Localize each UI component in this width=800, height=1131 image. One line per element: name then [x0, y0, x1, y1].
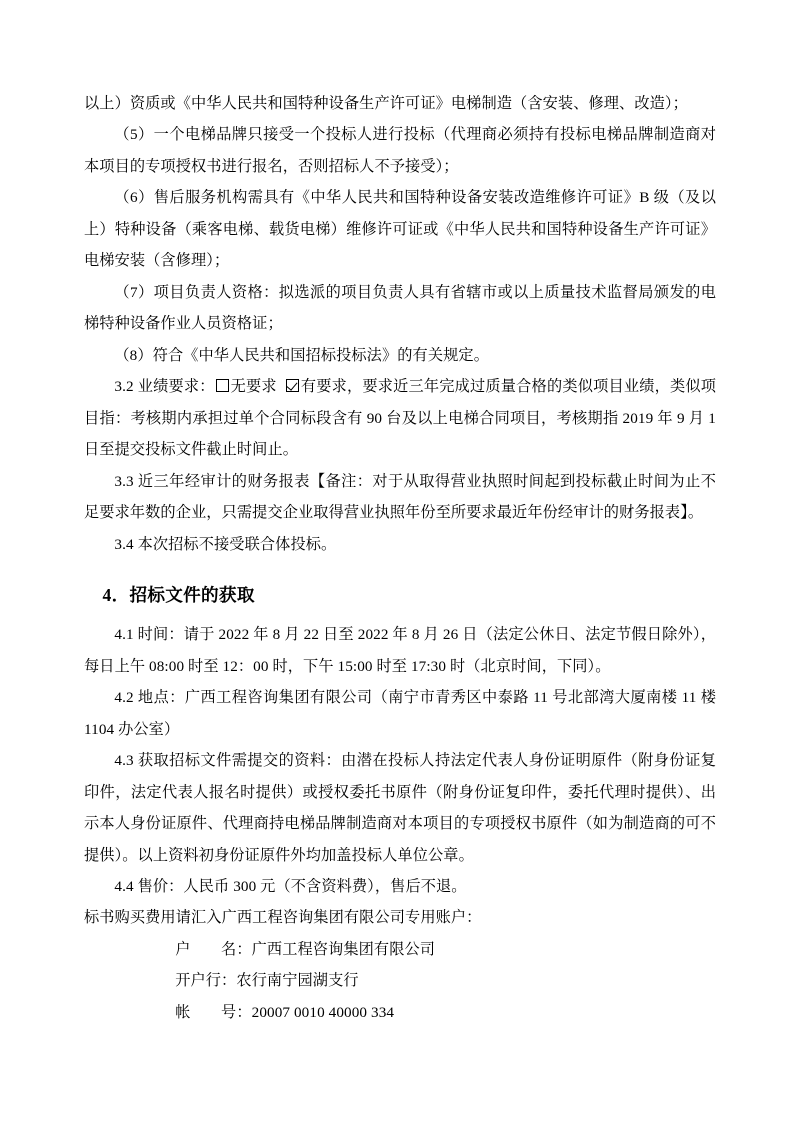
clause-3-4: 3.4 本次招标不接受联合体投标。 — [114, 535, 337, 553]
account-name-label: 户 名： — [175, 940, 252, 958]
clause-4-4-price: 4.4 售价：人民币 300 元（不含资料费），售后不退。 — [114, 877, 467, 895]
checkbox-no-requirement[interactable] — [216, 379, 229, 392]
performance-number: 3.2 — [114, 378, 134, 396]
account-number-label: 帐 号： — [175, 1003, 252, 1021]
option-none-label: 无要求 — [230, 378, 277, 396]
clause-4-3-materials: 4.3 获取招标文件需提交的资料：由潜在投标人持法定代表人身份证明原件（附身份证复印件，法定代表人报名时提供）或授权委托书原件（附身份证复印件，委托代理时提供）、出示本人身份证原件、代理商持电梯品牌制造商对本项目的专项授权书原件（如为制造商的可不提供）。以上资料初身份证原件外均加盖投标人单位公章。 — [84, 752, 716, 864]
account-number-line — [84, 997, 716, 1028]
account-bank-label: 开户行： — [175, 972, 237, 990]
clause-4-1-time: 4.1 时间：请于 2022 年 8 月 22 日至 2022 年 8 月 26 日（法定公休日、法定节假日除外），每日上午 08:00 时至 12：00 时，下午 15:00 时至 17:30 时（北京时间，下同）。 — [84, 626, 716, 675]
clause-5: （5）一个电梯品牌只接受一个投标人进行投标（代理商必须持有投标电梯品牌制造商对本项目的专项授权书进行报名，否则招标人不予接受）； — [84, 126, 716, 175]
performance-requirement — [84, 371, 716, 465]
clause-4-2-location: 4.2 地点：广西工程咨询集团有限公司（南宁市青秀区中泰路 11 号北部湾大厦南楼 11 楼 1104 办公室） — [84, 689, 716, 738]
account-bank-line — [84, 965, 716, 996]
performance-text: 要求近三年完成过质量合格的类似项目业绩，类似项目指：考核期内承担过单个合同标段含有 90 台及以上电梯合同项目，考核期指 2019 年 9 月 1 日至提交投标文件截止时间止。 — [84, 378, 717, 459]
clause-3-3: 3.3 近三年经审计的财务报表【备注：对于从取得营业执照时间起到投标截止时间为止不足要求年数的企业，只需提交企业取得营业执照年份至所要求最近年份经审计的财务报表】。 — [84, 472, 716, 522]
account-name-value: 广西工程咨询集团有限公司 — [251, 940, 436, 958]
qualification-clause: 以上）资质或《中华人民共和国特种设备生产许可证》电梯制造（含安装、修理、改造）； — [84, 95, 688, 112]
clause-8: （8）符合《中华人民共和国招标投标法》的有关规定。 — [114, 346, 489, 364]
account-name-line — [84, 934, 716, 965]
account-bank-value: 农行南宁园湖支行 — [236, 972, 359, 990]
payment-note: 标书购买费用请汇入广西工程咨询集团有限公司专用账户： — [84, 909, 482, 927]
section-4-heading: 4．招标文件的获取 — [102, 585, 255, 606]
account-number-value: 20007 0010 40000 334 — [251, 1003, 395, 1021]
clause-6: （6）售后服务机构需具有《中华人民共和国特种设备安装改造维修许可证》B 级（及以上）特种设备（乘客电梯、载货电梯）维修许可证或《中华人民共和国特种设备生产许可证》电梯安装（含修理）； — [84, 189, 716, 270]
option-yes-label: 有要求， — [300, 378, 363, 396]
performance-label: 业绩要求： — [137, 378, 215, 396]
clause-7: （7）项目负责人资格：拟选派的项目负责人具有省辖市或以上质量技术监督局颁发的电梯特种设备作业人员资格证； — [84, 283, 716, 333]
checkbox-has-requirement[interactable] — [286, 379, 299, 392]
